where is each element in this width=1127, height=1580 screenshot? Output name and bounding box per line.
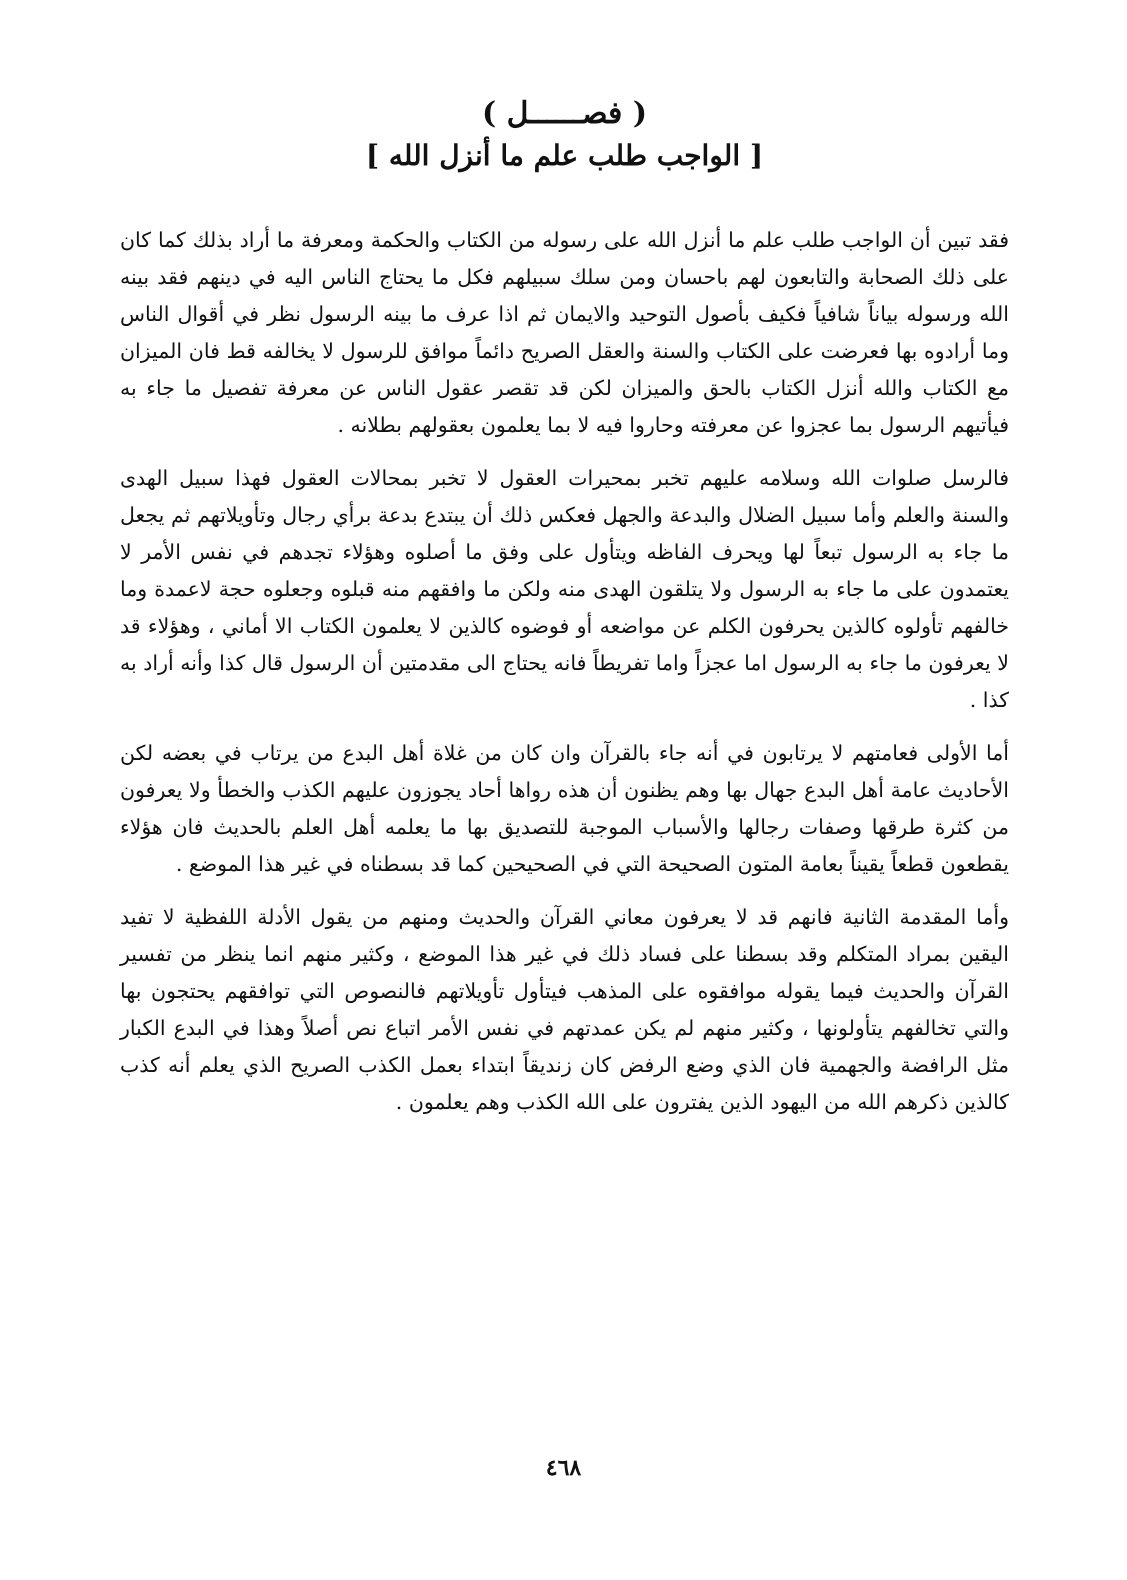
section-heading: ( فصــــــل ) bbox=[481, 96, 648, 131]
paragraph-3: أما الأولى فعامتهم لا يرتابون في أنه جاء بالقرآن وان كان من غلاة أهل البدع من يرتاب في بعضه لكن الأحاديث عامة أهل البدع جهال بها وهم يظنون أن هذه رواها أحاد يجوزون عليهم الكذب والخطأ ولا يعرفون من كثرة طرقها وصفات رجالها والأسباب الموجبة للتصديق بها ما يعلمه أهل العلم بالحديث فان هؤلاء يقطعون قطعاً يقيناً بعامة المتون الصحيحة التي في الصحيحين كما قد بسطناه في غير هذا الموضع . bbox=[120, 741, 1009, 876]
paragraph-2: فالرسل صلوات الله وسلامه عليهم تخبر بمحيرات العقول لا تخبر بمحالات العقول فهذا سبيل الهدى والسنة والعلم وأما سبيل الضلال والبدعة والجهل فعكس ذلك أن يبتدع بدعة برأي رجال وتأويلاتهم ثم يجعل ما جاء به الرسول تبعاً لها ويحرف الفاظه ويتأول على وفق ما أصلوه وهؤلاء تجدهم في نفس الأمر لا يعتمدون على ما جاء به الرسول ولا يتلقون الهدى منه ولكن ما وافقهم منه قبلوه وجعلوه حجة لاعمدة وما خالفهم تأولوه كالذين يحرفون الكلم عن مواضعه أو فوضوه كالذين لا يعلمون الكتاب الا أماني ، وهؤلاء قد لا يعرفون ما جاء به الرسول اما عجزاً واما تفريطاً فانه يحتاج الى مقدمتين أن الرسول قال كذا وأنه أراد به كذا . bbox=[120, 466, 1010, 712]
section-subtitle: [ الواجب طلب علم ما أنزل الله ] bbox=[365, 139, 764, 172]
paragraph-4: وأما المقدمة الثانية فانهم قد لا يعرفون معاني القرآن والحديث ومنهم من يقول الأدلة اللفظية لا تفيد اليقين بمراد المتكلم وقد بسطنا على فساد ذلك في غير هذا الموضع ، وكثير منهم انما ينظر من تفسير القرآن والحديث فيما يقوله موافقوه على المذهب فيتأول تأويلاتهم فالنصوص التي توافقهم يحتجون بها والتي تخالفهم يتأولونها ، وكثير منهم لم يكن عمدتهم في نفس الأمر اتباع نص أصلاً وهذا في البدع الكبار مثل الرافضة والجهمية فان الذي وضع الرفض كان زنديقاً ابتداء بعمل الكذب الصريح الذي يعلم أنه كذب كالذين ذكرهم الله من اليهود الذين يفترون على الله الكذب وهم يعلمون . bbox=[120, 905, 1009, 1114]
page-number: ٤٦٨ bbox=[545, 1455, 582, 1481]
paragraph-1: فقد تبين أن الواجب طلب علم ما أنزل الله على رسوله من الكتاب والحكمة ومعرفة ما أراد بذلك كما كان على ذلك الصحابة والتابعون لهم باحسان ومن سلك سبيلهم فكل ما يحتاج الناس اليه في دينهم فقد بينه الله ورسوله بياناً شافياً فكيف بأصول التوحيد والايمان ثم اذا عرف ما بينه الرسول نظر في أقوال الناس وما أرادوه بها فعرضت على الكتاب والسنة والعقل الصريح دائماً موافق للرسول لا يخالفه قط فان الميزان مع الكتاب والله أنزل الكتاب بالحق والميزان لكن قد تقصر عقول الناس عن معرفة تفصيل ما جاء به فيأتيهم الرسول بما عجزوا عن معرفته وحاروا فيه لا بما يعلمون بعقولهم بطلانه . bbox=[120, 228, 1009, 437]
